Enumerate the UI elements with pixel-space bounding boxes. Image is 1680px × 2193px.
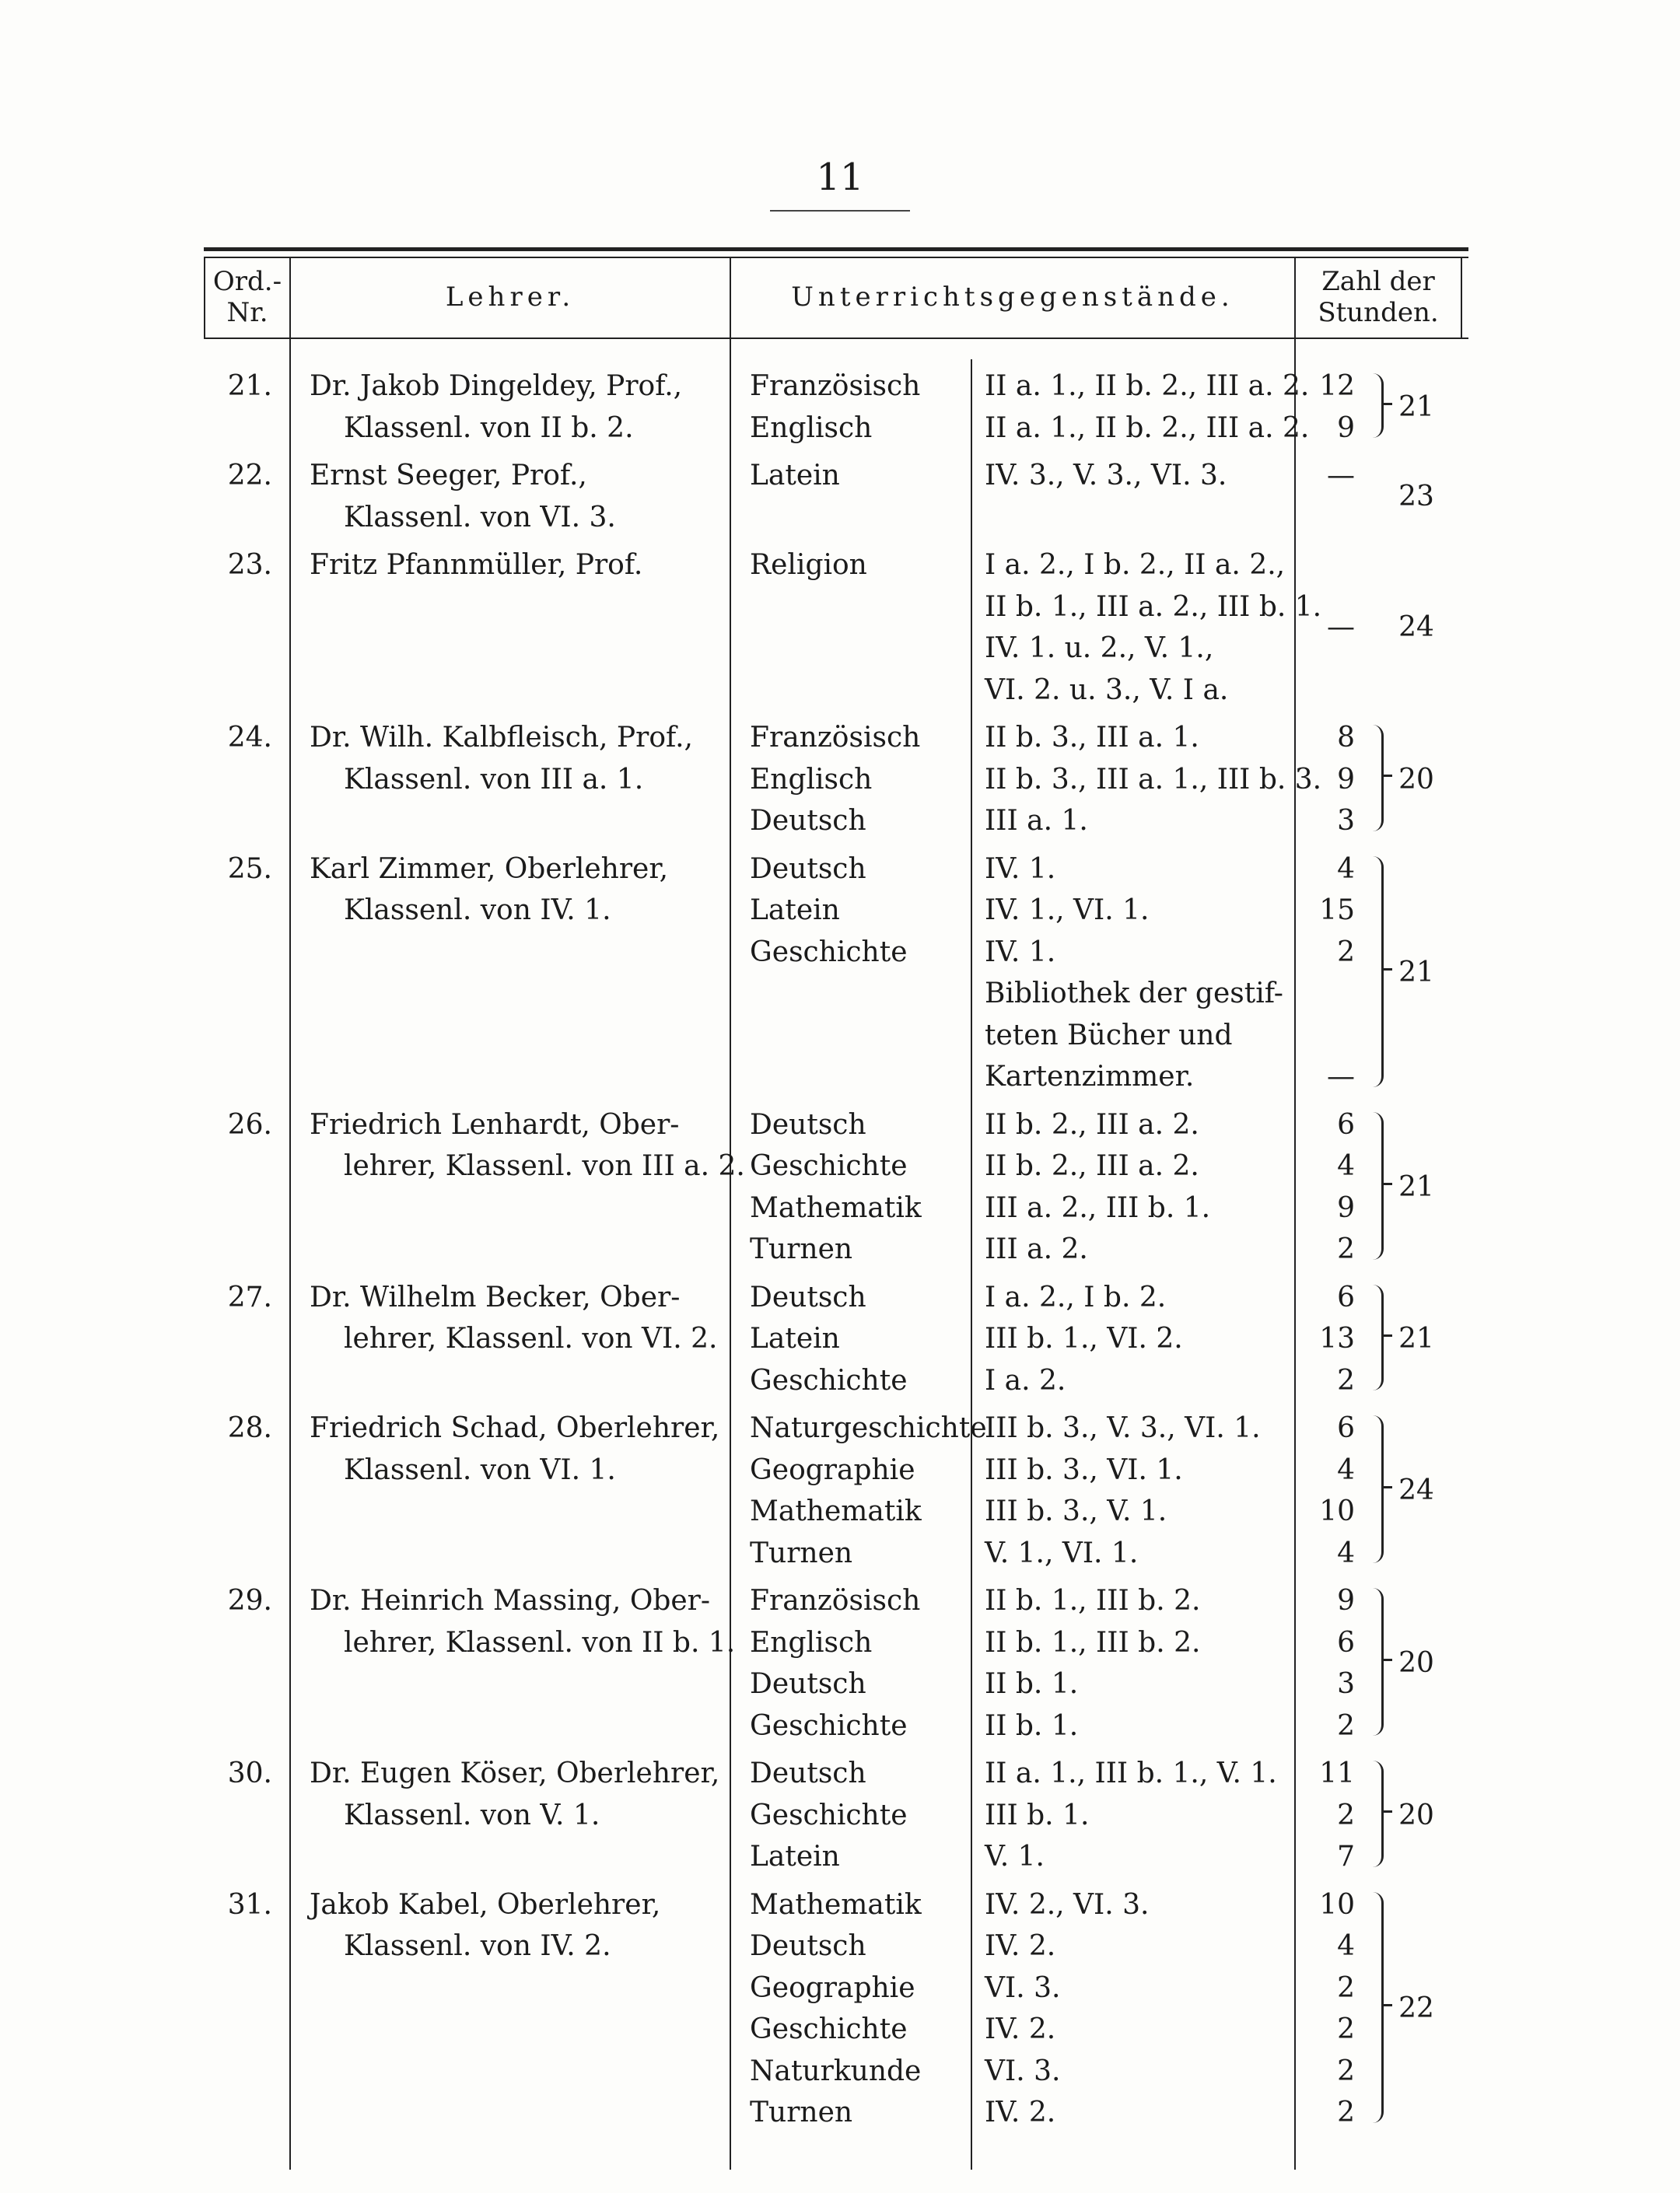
entry-nr: 25. (227, 852, 272, 885)
classes: VI. 3. (985, 2055, 1061, 2087)
hours: 9 (1337, 411, 1355, 444)
hours: 8 (1337, 722, 1355, 754)
hours: 6 (1337, 1412, 1355, 1444)
subject: Religion (750, 549, 867, 581)
hours: 15 (1319, 894, 1355, 926)
classes: II a. 1., III b. 1., V. 1. (985, 1758, 1277, 1789)
total-hours: 23 (1398, 480, 1434, 512)
subject: Französisch (750, 722, 921, 754)
column-rule-1 (289, 257, 291, 2170)
teacher-name: Friedrich Lenhardt, Ober- (310, 1108, 680, 1141)
hours: 2 (1337, 1233, 1355, 1265)
hours: — (1327, 1061, 1355, 1093)
subject: Französisch (750, 370, 921, 402)
classes: II a. 1., II b. 2., III a. 2. (985, 411, 1310, 444)
subject: Geschichte (750, 936, 908, 968)
entry-nr: 23. (227, 549, 272, 581)
entry-nr: 29. (227, 1585, 272, 1617)
subject: Geographie (750, 1453, 915, 1486)
hours: 2 (1337, 1799, 1355, 1831)
page-number: 11 (816, 156, 864, 199)
header-nr (205, 266, 289, 328)
subject: Mathematik (750, 1888, 922, 1921)
teacher-name: Dr. Eugen Köser, Oberlehrer, (310, 1758, 720, 1789)
classes: IV. 1. u. 2., V. 1., (985, 632, 1214, 664)
classes: IV. 1., VI. 1. (985, 894, 1150, 926)
hours: — (1327, 611, 1355, 644)
classes: I a. 2., I b. 2., II a. 2., (985, 549, 1286, 581)
teacher-name: Dr. Wilhelm Becker, Ober- (310, 1281, 681, 1313)
classes: II b. 1. (985, 1668, 1079, 1700)
subject: Englisch (750, 763, 873, 796)
classes: II b. 3., III a. 1. (985, 722, 1199, 754)
teacher-title: Klassenl. von V. 1. (344, 1799, 600, 1831)
classes: IV. 2. (985, 2097, 1056, 2128)
hours: 7 (1337, 1841, 1355, 1873)
hours: 10 (1319, 1888, 1355, 1921)
hours: 3 (1337, 805, 1355, 837)
classes: III b. 1., VI. 2. (985, 1323, 1183, 1355)
total-hours: 21 (1398, 957, 1434, 989)
classes: Bibliothek der gestif- (985, 978, 1283, 1009)
table-top-rule-thin (204, 257, 1468, 258)
classes: III b. 3., VI. 1. (985, 1453, 1183, 1486)
hours: 9 (1337, 763, 1355, 796)
subject: Deutsch (750, 852, 866, 885)
classes: III a. 2. (985, 1233, 1088, 1265)
header-nr-line-2: Nr. (226, 297, 268, 328)
subject: Deutsch (750, 1930, 866, 1962)
subject: Naturkunde (750, 2055, 922, 2087)
entry-nr: 24. (227, 722, 272, 754)
classes: IV. 1. (985, 852, 1056, 885)
classes: IV. 2. (985, 1930, 1056, 1962)
teacher-name: Friedrich Schad, Oberlehrer, (310, 1412, 720, 1444)
teacher-title: Klassenl. von III a. 1. (344, 763, 644, 796)
hours: 4 (1337, 1150, 1355, 1182)
hours: 3 (1337, 1668, 1355, 1700)
hours: 6 (1337, 1281, 1355, 1313)
hours: 6 (1337, 1108, 1355, 1141)
header-hours-line-1: Zahl der (1321, 266, 1435, 297)
teacher-title: lehrer, Klassenl. von II b. 1. (344, 1626, 736, 1659)
classes: teten Bücher und (985, 1019, 1233, 1051)
teacher-name: Dr. Heinrich Massing, Ober- (310, 1585, 711, 1617)
header-hours (1296, 266, 1461, 328)
header-subjects: Unterrichtsgegenstände. (791, 282, 1234, 313)
hours: 11 (1319, 1758, 1355, 1789)
classes: VI. 3. (985, 1971, 1061, 2004)
header-hours-line-2: Stunden. (1318, 297, 1439, 328)
classes: III a. 1. (985, 805, 1088, 837)
total-hours: 22 (1398, 1992, 1434, 2025)
subject: Deutsch (750, 1108, 866, 1141)
teacher-name: Dr. Jakob Dingeldey, Prof., (310, 370, 683, 402)
teacher-name: Dr. Wilh. Kalbfleisch, Prof., (310, 722, 693, 754)
hours: 2 (1337, 1709, 1355, 1742)
column-rule-2 (730, 257, 731, 2170)
header-teacher: Lehrer. (445, 282, 576, 313)
subject: Mathematik (750, 1191, 922, 1224)
table-top-rule-thick (204, 247, 1468, 251)
subject: Mathematik (750, 1495, 922, 1527)
subject: Geschichte (750, 1799, 908, 1831)
entry-nr: 30. (227, 1758, 272, 1789)
total-hours: 20 (1398, 1799, 1434, 1831)
subject: Geschichte (750, 1150, 908, 1182)
total-hours: 24 (1398, 1474, 1434, 1507)
subject: Naturgeschichte (750, 1412, 987, 1444)
classes: IV. 3., V. 3., VI. 3. (985, 460, 1227, 491)
hours: 2 (1337, 1971, 1355, 2004)
subject: Französisch (750, 1585, 921, 1617)
classes: III a. 2., III b. 1. (985, 1191, 1211, 1224)
entry-nr: 27. (227, 1281, 272, 1313)
total-hours: 20 (1398, 763, 1434, 796)
classes: II b. 1., III b. 2. (985, 1585, 1201, 1617)
classes: II b. 2., III a. 2. (985, 1150, 1199, 1182)
entry-nr: 22. (227, 460, 272, 491)
subject: Latein (750, 894, 840, 926)
teacher-title: Klassenl. von IV. 2. (344, 1930, 611, 1962)
teacher-name: Karl Zimmer, Oberlehrer, (310, 852, 669, 885)
hours: 12 (1319, 370, 1355, 402)
subject: Deutsch (750, 1758, 866, 1789)
total-hours: 20 (1398, 1647, 1434, 1680)
page-number-underline (770, 210, 910, 212)
classes: II a. 1., II b. 2., III a. 2. (985, 370, 1310, 402)
teacher-title: lehrer, Klassenl. von VI. 2. (344, 1323, 718, 1355)
subject: Geschichte (750, 1364, 908, 1397)
hours: — (1327, 460, 1355, 491)
subject: Geschichte (750, 2013, 908, 2045)
classes: II b. 1. (985, 1709, 1079, 1742)
subject: Latein (750, 1323, 840, 1355)
subject: Latein (750, 1841, 840, 1873)
subject: Englisch (750, 1626, 873, 1659)
subject: Turnen (750, 2097, 853, 2128)
subject: Deutsch (750, 1281, 866, 1313)
header-nr-line-1: Ord.- (212, 266, 282, 297)
teacher-name: Fritz Pfannmüller, Prof. (310, 549, 643, 581)
teacher-title: Klassenl. von II b. 2. (344, 411, 634, 444)
total-hours: 21 (1398, 1170, 1434, 1203)
hours: 2 (1337, 1364, 1355, 1397)
classes: II b. 1., III a. 2., III b. 1. (985, 590, 1322, 623)
teacher-title: Klassenl. von VI. 3. (344, 501, 616, 533)
entry-nr: 21. (227, 370, 272, 402)
hours: 4 (1337, 1537, 1355, 1569)
entry-nr: 28. (227, 1412, 272, 1444)
hours: 2 (1337, 2013, 1355, 2045)
hours: 4 (1337, 1453, 1355, 1486)
classes: VI. 2. u. 3., V. I a. (985, 673, 1229, 706)
hours: 4 (1337, 1930, 1355, 1962)
classes: II b. 3., III a. 1., III b. 3. (985, 763, 1322, 796)
subject: Turnen (750, 1233, 853, 1265)
classes: IV. 2., VI. 3. (985, 1888, 1150, 1921)
classes: V. 1. (985, 1841, 1045, 1873)
subject: Englisch (750, 411, 873, 444)
classes: II b. 1., III b. 2. (985, 1626, 1201, 1659)
teacher-name: Jakob Kabel, Oberlehrer, (310, 1888, 661, 1921)
teacher-title: Klassenl. von VI. 1. (344, 1453, 616, 1486)
total-hours: 21 (1398, 1323, 1434, 1355)
column-rule-3 (971, 359, 972, 2170)
classes: I a. 2. (985, 1364, 1066, 1397)
column-rule-right (1461, 257, 1462, 338)
subject: Deutsch (750, 805, 866, 837)
subject: Geographie (750, 1971, 915, 2004)
hours: 6 (1337, 1626, 1355, 1659)
subject: Deutsch (750, 1668, 866, 1700)
total-hours: 24 (1398, 611, 1434, 644)
classes: Kartenzimmer. (985, 1061, 1195, 1093)
classes: IV. 1. (985, 936, 1056, 968)
hours: 4 (1337, 852, 1355, 885)
subject: Geschichte (750, 1709, 908, 1742)
subject: Turnen (750, 1537, 853, 1569)
classes: V. 1., VI. 1. (985, 1537, 1139, 1569)
hours: 2 (1337, 936, 1355, 968)
hours: 2 (1337, 2055, 1355, 2087)
hours: 9 (1337, 1191, 1355, 1224)
teacher-title: lehrer, Klassenl. von III a. 2. (344, 1150, 745, 1182)
hours: 2 (1337, 2097, 1355, 2128)
classes: III b. 3., V. 3., VI. 1. (985, 1412, 1261, 1444)
hours: 9 (1337, 1585, 1355, 1617)
subject: Latein (750, 460, 840, 491)
classes: IV. 2. (985, 2013, 1056, 2045)
classes: III b. 1. (985, 1799, 1090, 1831)
header-bottom-rule (204, 338, 1468, 339)
teacher-name: Ernst Seeger, Prof., (310, 460, 587, 491)
teacher-title: Klassenl. von IV. 1. (344, 894, 611, 926)
hours: 10 (1319, 1495, 1355, 1527)
entry-nr: 31. (227, 1888, 272, 1921)
classes: III b. 3., V. 1. (985, 1495, 1167, 1527)
classes: II b. 2., III a. 2. (985, 1108, 1199, 1141)
entry-nr: 26. (227, 1108, 272, 1141)
total-hours: 21 (1398, 390, 1434, 423)
classes: I a. 2., I b. 2. (985, 1281, 1167, 1313)
hours: 13 (1319, 1323, 1355, 1355)
